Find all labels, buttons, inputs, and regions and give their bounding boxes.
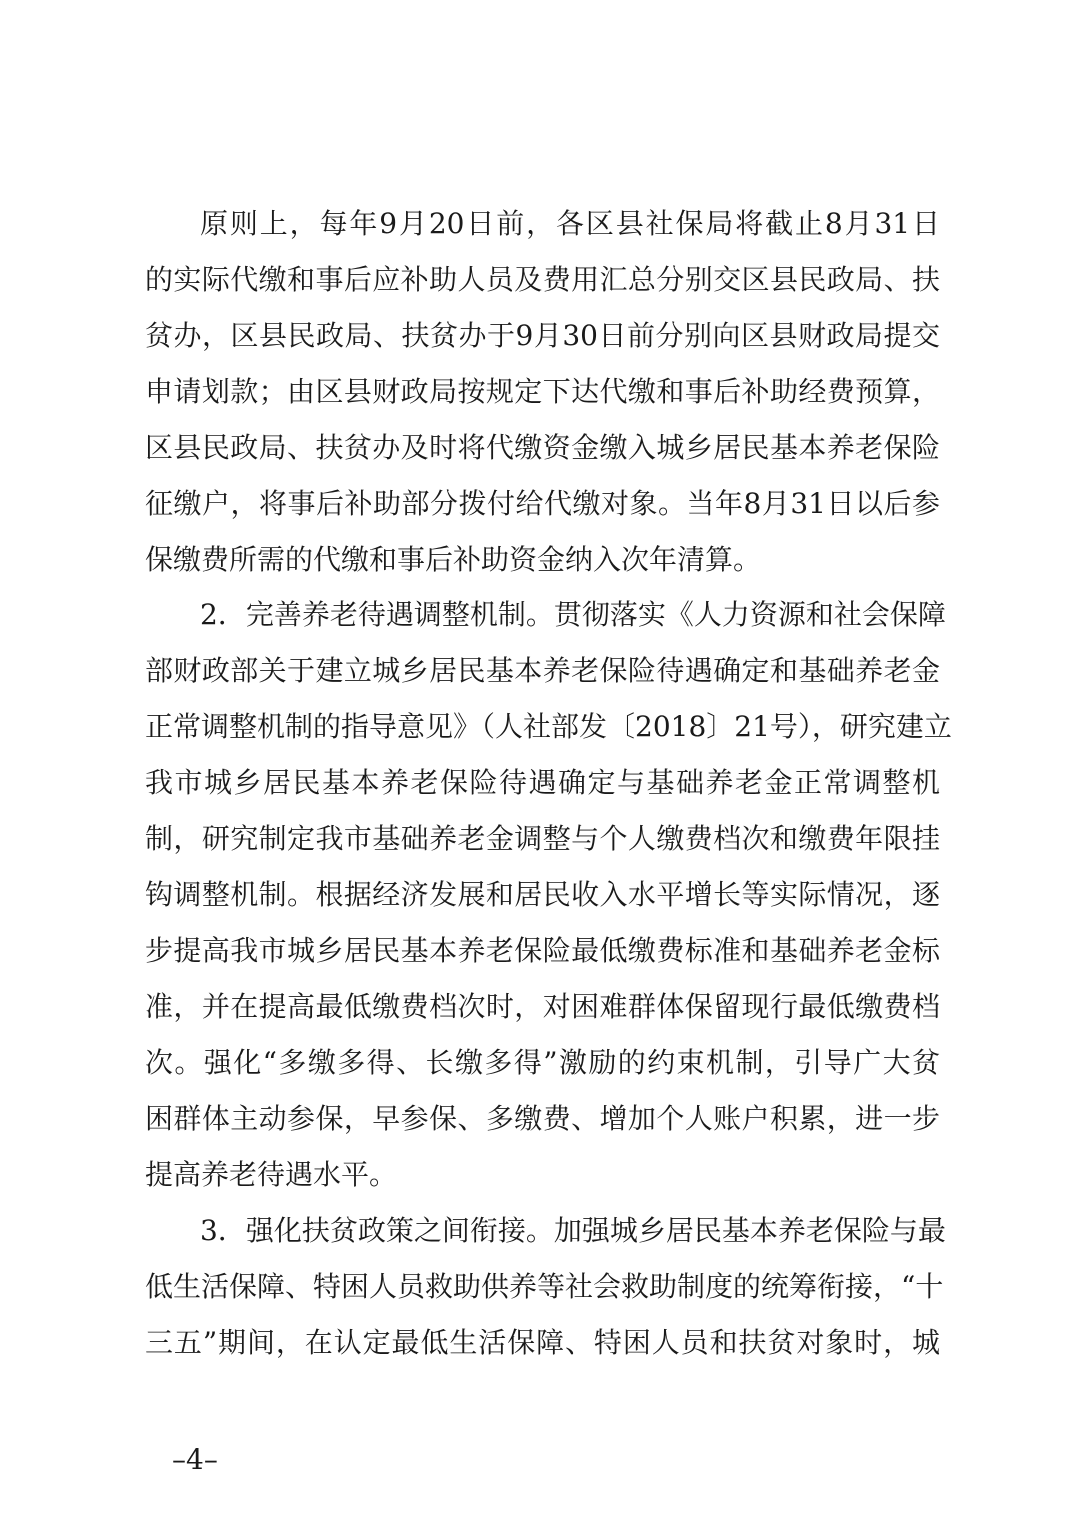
paragraph-line: 原则上，每年9月20日前，各区县社保局将截止8月31日 xyxy=(200,207,940,240)
paragraph-line: 低生活保障、特困人员救助供养等社会救助制度的统筹衔接，“十 xyxy=(145,1270,944,1303)
paragraph-line: 正常调整机制的指导意见》（人社部发〔2018〕21号），研究建立 xyxy=(145,710,952,743)
paragraph-line: 三五”期间，在认定最低生活保障、特困人员和扶贫对象时，城 xyxy=(145,1326,940,1359)
page-number: –4– xyxy=(172,1443,218,1476)
paragraph-line: 制，研究制定我市基础养老金调整与个人缴费档次和缴费年限挂 xyxy=(145,822,940,855)
paragraph-line: 部财政部关于建立城乡居民基本养老保险待遇确定和基础养老金 xyxy=(145,654,940,687)
paragraph-line: 钩调整机制。根据经济发展和居民收入水平增长等实际情况，逐 xyxy=(145,878,940,911)
paragraph-line: 贫办，区县民政局、扶贫办于9月30日前分别向区县财政局提交 xyxy=(145,319,940,352)
paragraph-line: 区县民政局、扶贫办及时将代缴资金缴入城乡居民基本养老保险 xyxy=(145,431,940,464)
paragraph-line: 3．强化扶贫政策之间衔接。加强城乡居民基本养老保险与最 xyxy=(200,1214,946,1247)
paragraph-line: 申请划款；由区县财政局按规定下达代缴和事后补助经费预算， xyxy=(145,375,940,408)
paragraph-line: 征缴户，将事后补助部分拨付给代缴对象。当年8月31日以后参 xyxy=(145,487,940,520)
paragraph-line: 提高养老待遇水平。 xyxy=(145,1158,398,1191)
paragraph-line: 保缴费所需的代缴和事后补助资金纳入次年清算。 xyxy=(145,543,762,576)
paragraph-line: 2．完善养老待遇调整机制。贯彻落实《人力资源和社会保障 xyxy=(200,598,946,631)
paragraph-line: 准，并在提高最低缴费档次时，对困难群体保留现行最低缴费档 xyxy=(145,990,940,1023)
paragraph-line: 次。强化“多缴多得、长缴多得”激励的约束机制，引导广大贫 xyxy=(145,1046,940,1079)
paragraph-line: 困群体主动参保，早参保、多缴费、增加个人账户积累，进一步 xyxy=(145,1102,940,1135)
paragraph-line: 步提高我市城乡居民基本养老保险最低缴费标准和基础养老金标 xyxy=(145,934,940,967)
paragraph-line: 的实际代缴和事后应补助人员及费用汇总分别交区县民政局、扶 xyxy=(145,263,940,296)
paragraph-line: 我市城乡居民基本养老保险待遇确定与基础养老金正常调整机 xyxy=(145,766,940,799)
